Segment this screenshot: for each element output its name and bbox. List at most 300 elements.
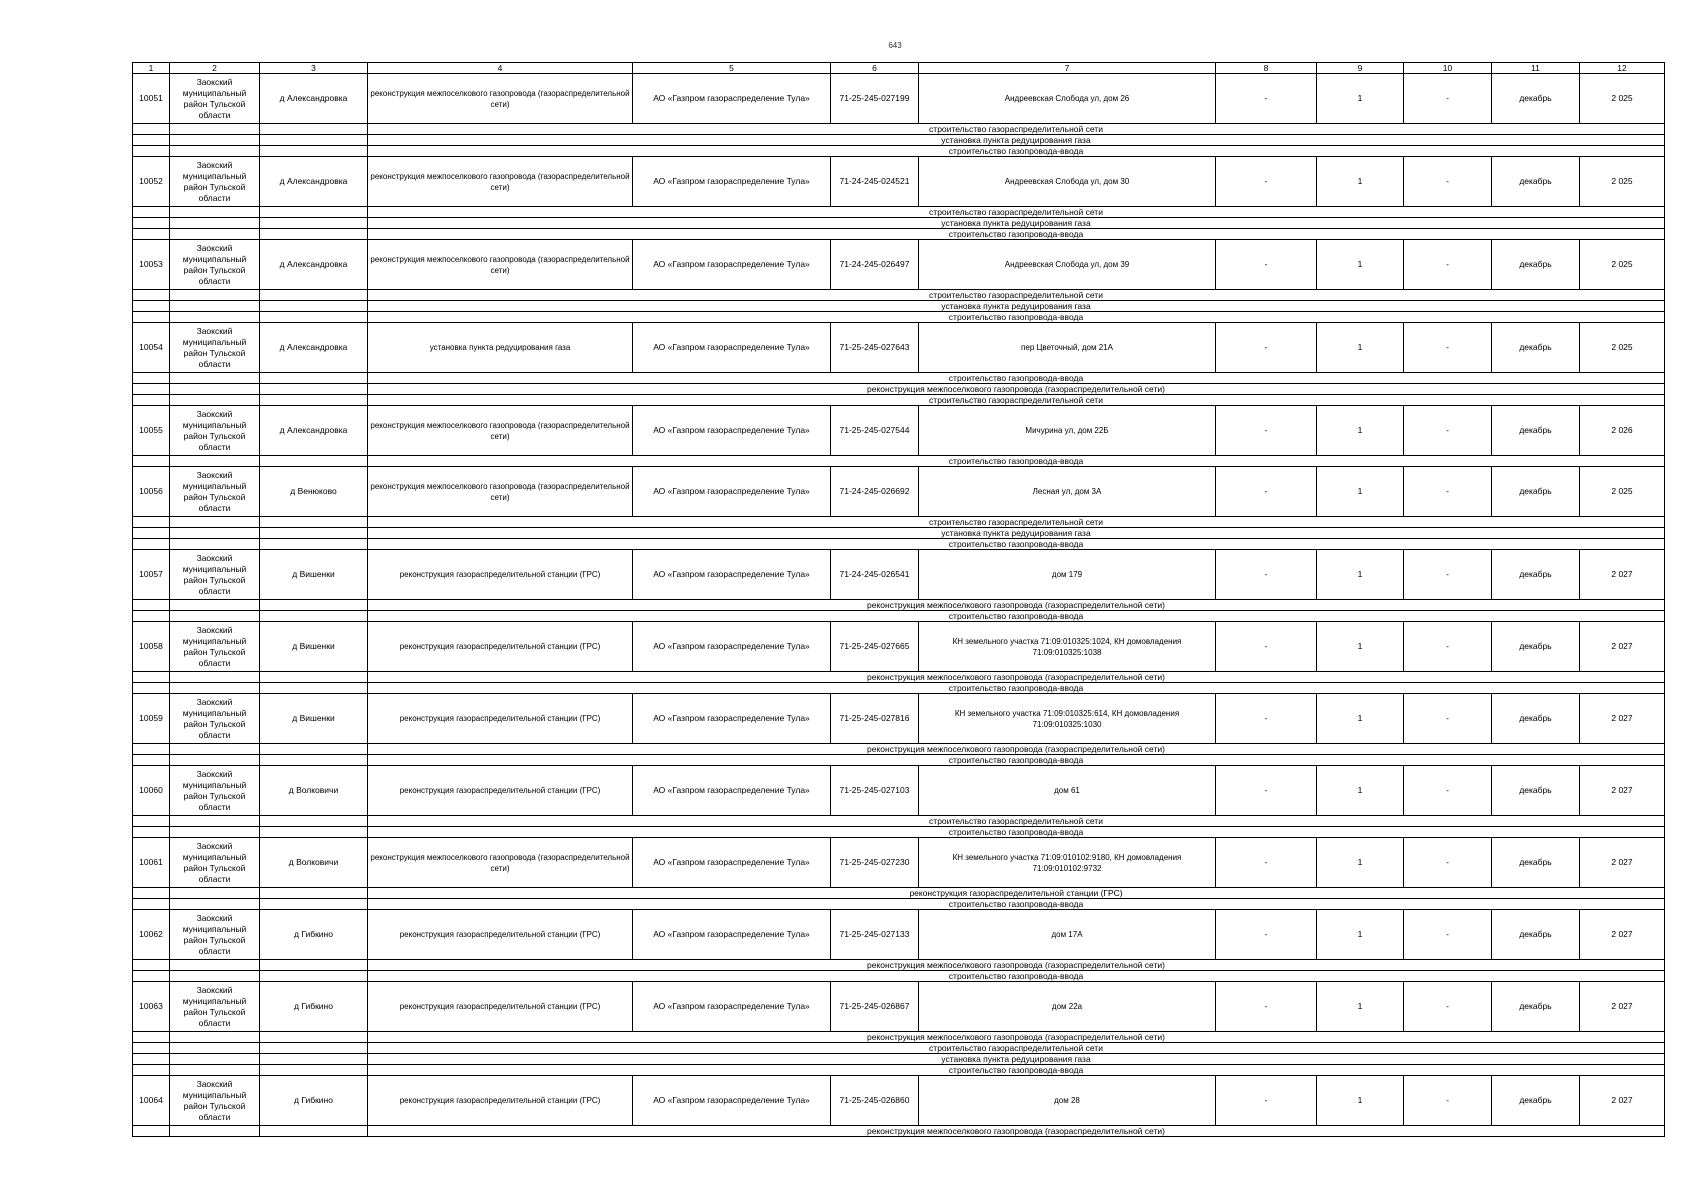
sub-work-cell: установка пункта редуцирования газа (368, 218, 1665, 229)
column-number-7: 7 (919, 63, 1216, 74)
sub-blank-cell (133, 971, 170, 982)
sub-work-row (133, 827, 1665, 838)
sub-blank-cell (170, 135, 260, 146)
sub-work-row (133, 672, 1665, 683)
sub-blank-cell (133, 384, 170, 395)
month-cell: декабрь (1492, 982, 1580, 1032)
address-cell: дом 22а (919, 982, 1216, 1032)
sub-blank-cell (260, 1065, 368, 1076)
sub-work-row (133, 1065, 1665, 1076)
col8-cell: - (1216, 74, 1317, 124)
col10-cell: - (1404, 1076, 1492, 1126)
locality-cell: д Венюково (260, 467, 368, 517)
application-code-cell: 71-25-245-027103 (831, 766, 919, 816)
col9-cell: 1 (1317, 240, 1404, 290)
sub-blank-cell (170, 290, 260, 301)
sub-blank-cell (133, 755, 170, 766)
application-code-cell: 71-25-245-027133 (831, 910, 919, 960)
column-number-4: 4 (368, 63, 633, 74)
application-code-cell: 71-24-245-026541 (831, 550, 919, 600)
locality-cell: д Вишенки (260, 622, 368, 672)
work-type-cell: реконструкция межпоселкового газопровода (газораспределительной сети) (368, 74, 633, 124)
col8-cell: - (1216, 766, 1317, 816)
sub-blank-cell (133, 456, 170, 467)
sub-work-cell: строительство газопровода-ввода (368, 539, 1665, 550)
sub-blank-cell (260, 899, 368, 910)
sub-blank-cell (170, 539, 260, 550)
locality-cell: д Александровка (260, 74, 368, 124)
column-number-8: 8 (1216, 63, 1317, 74)
col9-cell: 1 (1317, 74, 1404, 124)
col9-cell: 1 (1317, 323, 1404, 373)
organization-cell: АО «Газпром газораспределение Тула» (633, 982, 831, 1032)
sub-work-cell: строительство газораспределительной сети (368, 124, 1665, 135)
col8-cell: - (1216, 550, 1317, 600)
sub-blank-cell (260, 517, 368, 528)
district-cell: Заокский муниципальный район Тульской области (170, 838, 260, 888)
locality-cell: д Александровка (260, 406, 368, 456)
sub-blank-cell (260, 456, 368, 467)
sub-blank-cell (170, 672, 260, 683)
sub-blank-cell (133, 960, 170, 971)
sub-work-row (133, 135, 1665, 146)
sub-blank-cell (133, 744, 170, 755)
address-cell: дом 179 (919, 550, 1216, 600)
district-cell: Заокский муниципальный район Тульской области (170, 694, 260, 744)
table-row (133, 694, 1665, 744)
sub-blank-cell (133, 899, 170, 910)
col8-cell: - (1216, 910, 1317, 960)
locality-cell: д Волковичи (260, 838, 368, 888)
work-type-cell: реконструкция межпоселкового газопровода (газораспределительной сети) (368, 406, 633, 456)
column-number-1: 1 (133, 63, 170, 74)
table-row (133, 323, 1665, 373)
district-cell: Заокский муниципальный район Тульской области (170, 406, 260, 456)
sub-work-row (133, 517, 1665, 528)
sub-work-row (133, 301, 1665, 312)
sub-work-cell: строительство газопровода-ввода (368, 1065, 1665, 1076)
sub-blank-cell (133, 124, 170, 135)
sub-work-cell: строительство газораспределительной сети (368, 816, 1665, 827)
year-cell: 2 025 (1580, 467, 1665, 517)
work-type-cell: реконструкция газораспределительной станции (ГРС) (368, 694, 633, 744)
sub-blank-cell (260, 600, 368, 611)
sub-blank-cell (170, 395, 260, 406)
sub-blank-cell (260, 146, 368, 157)
col9-cell: 1 (1317, 622, 1404, 672)
sub-work-row (133, 1126, 1665, 1137)
address-cell: Андреевская Слобода ул, дом 39 (919, 240, 1216, 290)
sub-blank-cell (170, 124, 260, 135)
sub-blank-cell (260, 827, 368, 838)
month-cell: декабрь (1492, 910, 1580, 960)
sub-blank-cell (170, 683, 260, 694)
sub-blank-cell (133, 229, 170, 240)
sub-blank-cell (170, 384, 260, 395)
column-number-9: 9 (1317, 63, 1404, 74)
sub-work-cell: реконструкция межпоселкового газопровода (газораспределительной сети) (368, 672, 1665, 683)
sub-work-row (133, 755, 1665, 766)
year-cell: 2 025 (1580, 157, 1665, 207)
locality-cell: д Вишенки (260, 694, 368, 744)
district-cell: Заокский муниципальный район Тульской области (170, 1076, 260, 1126)
sub-work-cell: строительство газораспределительной сети (368, 290, 1665, 301)
district-cell: Заокский муниципальный район Тульской области (170, 982, 260, 1032)
sub-blank-cell (170, 456, 260, 467)
address-cell: дом 28 (919, 1076, 1216, 1126)
col10-cell: - (1404, 157, 1492, 207)
sub-work-cell: строительство газораспределительной сети (368, 1043, 1665, 1054)
col9-cell: 1 (1317, 838, 1404, 888)
sub-blank-cell (170, 816, 260, 827)
sub-blank-cell (133, 1126, 170, 1137)
document-table (132, 62, 1665, 1137)
sub-blank-cell (170, 146, 260, 157)
district-cell: Заокский муниципальный район Тульской области (170, 323, 260, 373)
sub-blank-cell (260, 229, 368, 240)
sub-blank-cell (170, 611, 260, 622)
sub-blank-cell (133, 135, 170, 146)
table-row (133, 622, 1665, 672)
application-code-cell: 71-25-245-026860 (831, 1076, 919, 1126)
district-cell: Заокский муниципальный район Тульской области (170, 622, 260, 672)
table-row (133, 406, 1665, 456)
col10-cell: - (1404, 622, 1492, 672)
locality-cell: д Александровка (260, 240, 368, 290)
col8-cell: - (1216, 323, 1317, 373)
sub-blank-cell (133, 1054, 170, 1065)
locality-cell: д Гибкино (260, 1076, 368, 1126)
sub-blank-cell (133, 1043, 170, 1054)
col8-cell: - (1216, 157, 1317, 207)
sub-work-cell: строительство газораспределительной сети (368, 207, 1665, 218)
record-id: 10064 (133, 1076, 170, 1126)
work-type-cell: реконструкция газораспределительной станции (ГРС) (368, 910, 633, 960)
sub-blank-cell (170, 229, 260, 240)
sub-blank-cell (170, 312, 260, 323)
sub-work-cell: установка пункта редуцирования газа (368, 1054, 1665, 1065)
locality-cell: д Александровка (260, 157, 368, 207)
table-row (133, 838, 1665, 888)
sub-work-cell: строительство газопровода-ввода (368, 827, 1665, 838)
locality-cell: д Гибкино (260, 982, 368, 1032)
col9-cell: 1 (1317, 910, 1404, 960)
district-cell: Заокский муниципальный район Тульской области (170, 157, 260, 207)
sub-work-row (133, 600, 1665, 611)
sub-blank-cell (133, 683, 170, 694)
record-id: 10056 (133, 467, 170, 517)
application-code-cell: 71-25-245-027199 (831, 74, 919, 124)
record-id: 10063 (133, 982, 170, 1032)
table-row (133, 1076, 1665, 1126)
year-cell: 2 027 (1580, 550, 1665, 600)
sub-blank-cell (133, 1032, 170, 1043)
address-cell: КН земельного участка 71:09:010325:614, КН домовладения 71:09:010325:1030 (919, 694, 1216, 744)
sub-blank-cell (260, 539, 368, 550)
col10-cell: - (1404, 323, 1492, 373)
col10-cell: - (1404, 406, 1492, 456)
sub-blank-cell (170, 1032, 260, 1043)
col8-cell: - (1216, 694, 1317, 744)
district-cell: Заокский муниципальный район Тульской области (170, 74, 260, 124)
sub-work-cell: реконструкция газораспределительной станции (ГРС) (368, 888, 1665, 899)
sub-blank-cell (260, 1126, 368, 1137)
organization-cell: АО «Газпром газораспределение Тула» (633, 910, 831, 960)
sub-blank-cell (260, 373, 368, 384)
sub-blank-cell (133, 528, 170, 539)
application-code-cell: 71-24-245-024521 (831, 157, 919, 207)
sub-blank-cell (260, 611, 368, 622)
year-cell: 2 027 (1580, 766, 1665, 816)
sub-blank-cell (133, 146, 170, 157)
work-type-cell: реконструкция газораспределительной станции (ГРС) (368, 622, 633, 672)
work-type-cell: реконструкция межпоселкового газопровода (газораспределительной сети) (368, 240, 633, 290)
work-type-cell: установка пункта редуцирования газа (368, 323, 633, 373)
sub-work-row (133, 395, 1665, 406)
application-code-cell: 71-25-245-026867 (831, 982, 919, 1032)
sub-blank-cell (260, 395, 368, 406)
sub-blank-cell (170, 528, 260, 539)
sub-blank-cell (133, 539, 170, 550)
sub-blank-cell (260, 218, 368, 229)
sub-blank-cell (260, 960, 368, 971)
table-row (133, 910, 1665, 960)
column-number-10: 10 (1404, 63, 1492, 74)
sub-work-cell: строительство газопровода-ввода (368, 899, 1665, 910)
sub-work-row (133, 1054, 1665, 1065)
sub-blank-cell (170, 755, 260, 766)
sub-work-row (133, 816, 1665, 827)
sub-blank-cell (170, 960, 260, 971)
sub-work-row (133, 539, 1665, 550)
sub-blank-cell (260, 290, 368, 301)
col9-cell: 1 (1317, 467, 1404, 517)
column-number-3: 3 (260, 63, 368, 74)
record-id: 10062 (133, 910, 170, 960)
sub-blank-cell (260, 1043, 368, 1054)
application-code-cell: 71-25-245-027665 (831, 622, 919, 672)
address-cell: дом 61 (919, 766, 1216, 816)
work-type-cell: реконструкция межпоселкового газопровода (газораспределительной сети) (368, 157, 633, 207)
sub-work-row (133, 373, 1665, 384)
col8-cell: - (1216, 406, 1317, 456)
sub-work-cell: строительство газопровода-ввода (368, 971, 1665, 982)
sub-work-row (133, 611, 1665, 622)
col9-cell: 1 (1317, 406, 1404, 456)
column-number-5: 5 (633, 63, 831, 74)
sub-blank-cell (260, 207, 368, 218)
application-code-cell: 71-25-245-027816 (831, 694, 919, 744)
sub-blank-cell (133, 1065, 170, 1076)
sub-blank-cell (133, 611, 170, 622)
sub-work-cell: строительство газопровода-ввода (368, 312, 1665, 323)
sub-blank-cell (260, 755, 368, 766)
record-id: 10058 (133, 622, 170, 672)
work-type-cell: реконструкция газораспределительной станции (ГРС) (368, 1076, 633, 1126)
sub-work-row (133, 960, 1665, 971)
sub-blank-cell (170, 600, 260, 611)
sub-work-cell: реконструкция межпоселкового газопровода (газораспределительной сети) (368, 600, 1665, 611)
organization-cell: АО «Газпром газораспределение Тула» (633, 622, 831, 672)
col8-cell: - (1216, 982, 1317, 1032)
month-cell: декабрь (1492, 240, 1580, 290)
sub-blank-cell (133, 290, 170, 301)
col9-cell: 1 (1317, 982, 1404, 1032)
address-cell: Мичурина ул, дом 22Б (919, 406, 1216, 456)
organization-cell: АО «Газпром газораспределение Тула» (633, 240, 831, 290)
sub-blank-cell (133, 301, 170, 312)
sub-blank-cell (260, 971, 368, 982)
organization-cell: АО «Газпром газораспределение Тула» (633, 467, 831, 517)
locality-cell: д Гибкино (260, 910, 368, 960)
sub-work-cell: строительство газопровода-ввода (368, 229, 1665, 240)
sub-work-cell: строительство газораспределительной сети (368, 395, 1665, 406)
col10-cell: - (1404, 74, 1492, 124)
month-cell: декабрь (1492, 1076, 1580, 1126)
sub-blank-cell (170, 301, 260, 312)
year-cell: 2 025 (1580, 240, 1665, 290)
sub-work-cell: реконструкция межпоселкового газопровода (газораспределительной сети) (368, 1032, 1665, 1043)
year-cell: 2 025 (1580, 74, 1665, 124)
table-row (133, 550, 1665, 600)
sub-blank-cell (260, 312, 368, 323)
col9-cell: 1 (1317, 766, 1404, 816)
sub-blank-cell (133, 207, 170, 218)
sub-blank-cell (260, 124, 368, 135)
sub-work-cell: строительство газопровода-ввода (368, 755, 1665, 766)
sub-work-cell: реконструкция межпоселкового газопровода (газораспределительной сети) (368, 960, 1665, 971)
application-code-cell: 71-25-245-027230 (831, 838, 919, 888)
year-cell: 2 027 (1580, 1076, 1665, 1126)
year-cell: 2 027 (1580, 622, 1665, 672)
col10-cell: - (1404, 982, 1492, 1032)
column-number-12: 12 (1580, 63, 1665, 74)
sub-work-row (133, 1043, 1665, 1054)
sub-blank-cell (170, 1043, 260, 1054)
organization-cell: АО «Газпром газораспределение Тула» (633, 323, 831, 373)
col8-cell: - (1216, 240, 1317, 290)
district-cell: Заокский муниципальный район Тульской области (170, 766, 260, 816)
col9-cell: 1 (1317, 694, 1404, 744)
address-cell: Андреевская Слобода ул, дом 30 (919, 157, 1216, 207)
record-id: 10059 (133, 694, 170, 744)
sub-work-cell: строительство газораспределительной сети (368, 517, 1665, 528)
sub-blank-cell (133, 888, 170, 899)
application-code-cell: 71-25-245-027643 (831, 323, 919, 373)
district-cell: Заокский муниципальный район Тульской области (170, 910, 260, 960)
col8-cell: - (1216, 838, 1317, 888)
sub-work-row (133, 888, 1665, 899)
col10-cell: - (1404, 240, 1492, 290)
sub-blank-cell (260, 528, 368, 539)
sub-work-row (133, 384, 1665, 395)
sub-blank-cell (170, 517, 260, 528)
year-cell: 2 025 (1580, 323, 1665, 373)
sub-blank-cell (260, 683, 368, 694)
sub-blank-cell (133, 672, 170, 683)
organization-cell: АО «Газпром газораспределение Тула» (633, 1076, 831, 1126)
record-id: 10053 (133, 240, 170, 290)
table-row (133, 982, 1665, 1032)
col8-cell: - (1216, 467, 1317, 517)
sub-work-row (133, 899, 1665, 910)
page-number: 643 (888, 41, 902, 50)
sub-blank-cell (260, 1054, 368, 1065)
month-cell: декабрь (1492, 157, 1580, 207)
month-cell: декабрь (1492, 766, 1580, 816)
sub-work-cell: строительство газопровода-ввода (368, 683, 1665, 694)
record-id: 10054 (133, 323, 170, 373)
district-cell: Заокский муниципальный район Тульской области (170, 467, 260, 517)
sub-work-row (133, 1032, 1665, 1043)
month-cell: декабрь (1492, 323, 1580, 373)
sub-work-cell: реконструкция межпоселкового газопровода (газораспределительной сети) (368, 1126, 1665, 1137)
sub-blank-cell (260, 1032, 368, 1043)
column-number-row (133, 63, 1665, 74)
col10-cell: - (1404, 766, 1492, 816)
locality-cell: д Вишенки (260, 550, 368, 600)
table-row (133, 74, 1665, 124)
month-cell: декабрь (1492, 622, 1580, 672)
sub-blank-cell (170, 744, 260, 755)
application-code-cell: 71-25-245-027544 (831, 406, 919, 456)
record-id: 10060 (133, 766, 170, 816)
sub-work-row (133, 971, 1665, 982)
sub-blank-cell (260, 135, 368, 146)
organization-cell: АО «Газпром газораспределение Тула» (633, 74, 831, 124)
sub-work-cell: установка пункта редуцирования газа (368, 135, 1665, 146)
record-id: 10051 (133, 74, 170, 124)
sub-blank-cell (133, 312, 170, 323)
year-cell: 2 027 (1580, 838, 1665, 888)
column-number-11: 11 (1492, 63, 1580, 74)
organization-cell: АО «Газпром газораспределение Тула» (633, 838, 831, 888)
sub-work-row (133, 744, 1665, 755)
sub-blank-cell (133, 218, 170, 229)
sub-work-row (133, 229, 1665, 240)
sub-blank-cell (170, 373, 260, 384)
year-cell: 2 026 (1580, 406, 1665, 456)
column-number-2: 2 (170, 63, 260, 74)
col10-cell: - (1404, 550, 1492, 600)
sub-work-cell: строительство газопровода-ввода (368, 146, 1665, 157)
sub-blank-cell (170, 207, 260, 218)
work-type-cell: реконструкция газораспределительной станции (ГРС) (368, 982, 633, 1032)
application-code-cell: 71-24-245-026497 (831, 240, 919, 290)
sub-blank-cell (133, 827, 170, 838)
column-number-6: 6 (831, 63, 919, 74)
sub-work-cell: строительство газопровода-ввода (368, 611, 1665, 622)
sub-blank-cell (260, 301, 368, 312)
district-cell: Заокский муниципальный район Тульской области (170, 550, 260, 600)
sub-work-cell: строительство газопровода-ввода (368, 456, 1665, 467)
work-type-cell: реконструкция газораспределительной станции (ГРС) (368, 766, 633, 816)
col9-cell: 1 (1317, 1076, 1404, 1126)
work-type-cell: реконструкция межпоселкового газопровода (газораспределительной сети) (368, 467, 633, 517)
sub-blank-cell (260, 384, 368, 395)
col10-cell: - (1404, 467, 1492, 517)
address-cell: дом 17А (919, 910, 1216, 960)
sub-blank-cell (260, 816, 368, 827)
col9-cell: 1 (1317, 157, 1404, 207)
work-type-cell: реконструкция межпоселкового газопровода (газораспределительной сети) (368, 838, 633, 888)
table-row (133, 467, 1665, 517)
sub-blank-cell (133, 373, 170, 384)
sub-blank-cell (133, 517, 170, 528)
sub-work-row (133, 218, 1665, 229)
sub-blank-cell (260, 744, 368, 755)
organization-cell: АО «Газпром газораспределение Тула» (633, 550, 831, 600)
